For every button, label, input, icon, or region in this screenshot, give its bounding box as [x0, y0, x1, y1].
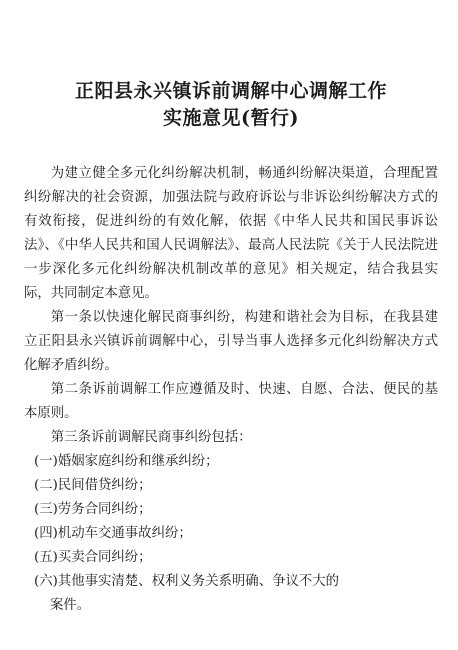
list-item	[24, 450, 438, 474]
list-item	[24, 570, 438, 618]
document-title	[24, 78, 438, 132]
title-line-1: 正阳县永兴镇诉前调解中心调解工作	[74, 80, 387, 102]
list-item-text: (四)机动车交通事故纠纷；	[34, 526, 192, 541]
list-item-continuation: 案件。	[50, 598, 91, 613]
list-item-text: (一)婚姻家庭纠纷和继承纠纷；	[34, 454, 219, 469]
list-item	[24, 474, 438, 498]
article-3-paragraph: 第三条诉前调解民商事纠纷包括：	[50, 430, 252, 445]
list-item	[24, 498, 438, 522]
list-item-text: (五)买卖合同纠纷；	[34, 550, 152, 565]
intro-paragraph: 为建立健全多元化纠纷解决机制，畅通纠纷解决渠道，合理配置纠纷解决的社会资源，加强法院与政府诉讼与非诉讼纠纷解决方式的有效衔接，促进纠纷的有效化解，依据《中华人民共和国民事诉讼法》、《中华人民共和国人民调解法》、最高人民法院《关于人民法院进一步深化多元化纠纷解决机制改革的意见》相关规定，结合我县实际，共同制定本意见。	[24, 166, 438, 301]
list-item	[24, 546, 438, 570]
list-item	[24, 522, 438, 546]
list-item-text: (二)民间借贷纠纷；	[34, 478, 152, 493]
article-2-paragraph: 第二条诉前调解工作应遵循及时、快速、自愿、合法、便民的基本原则。	[24, 382, 438, 421]
list-item-text: (三)劳务合同纠纷；	[34, 502, 152, 517]
document-body	[24, 162, 438, 618]
list-item-text: (六)其他事实清楚、权利义务关系明确、争议不大的	[34, 574, 340, 589]
title-line-2: 实施意见(暂行)	[163, 107, 299, 129]
article-1-paragraph: 第一条以快速化解民商事纠纷，构建和谐社会为目标，在我县建立正阳县永兴镇诉前调解中心，引导当事人选择多元化纠纷解决方式化解矛盾纠纷。	[24, 310, 438, 373]
